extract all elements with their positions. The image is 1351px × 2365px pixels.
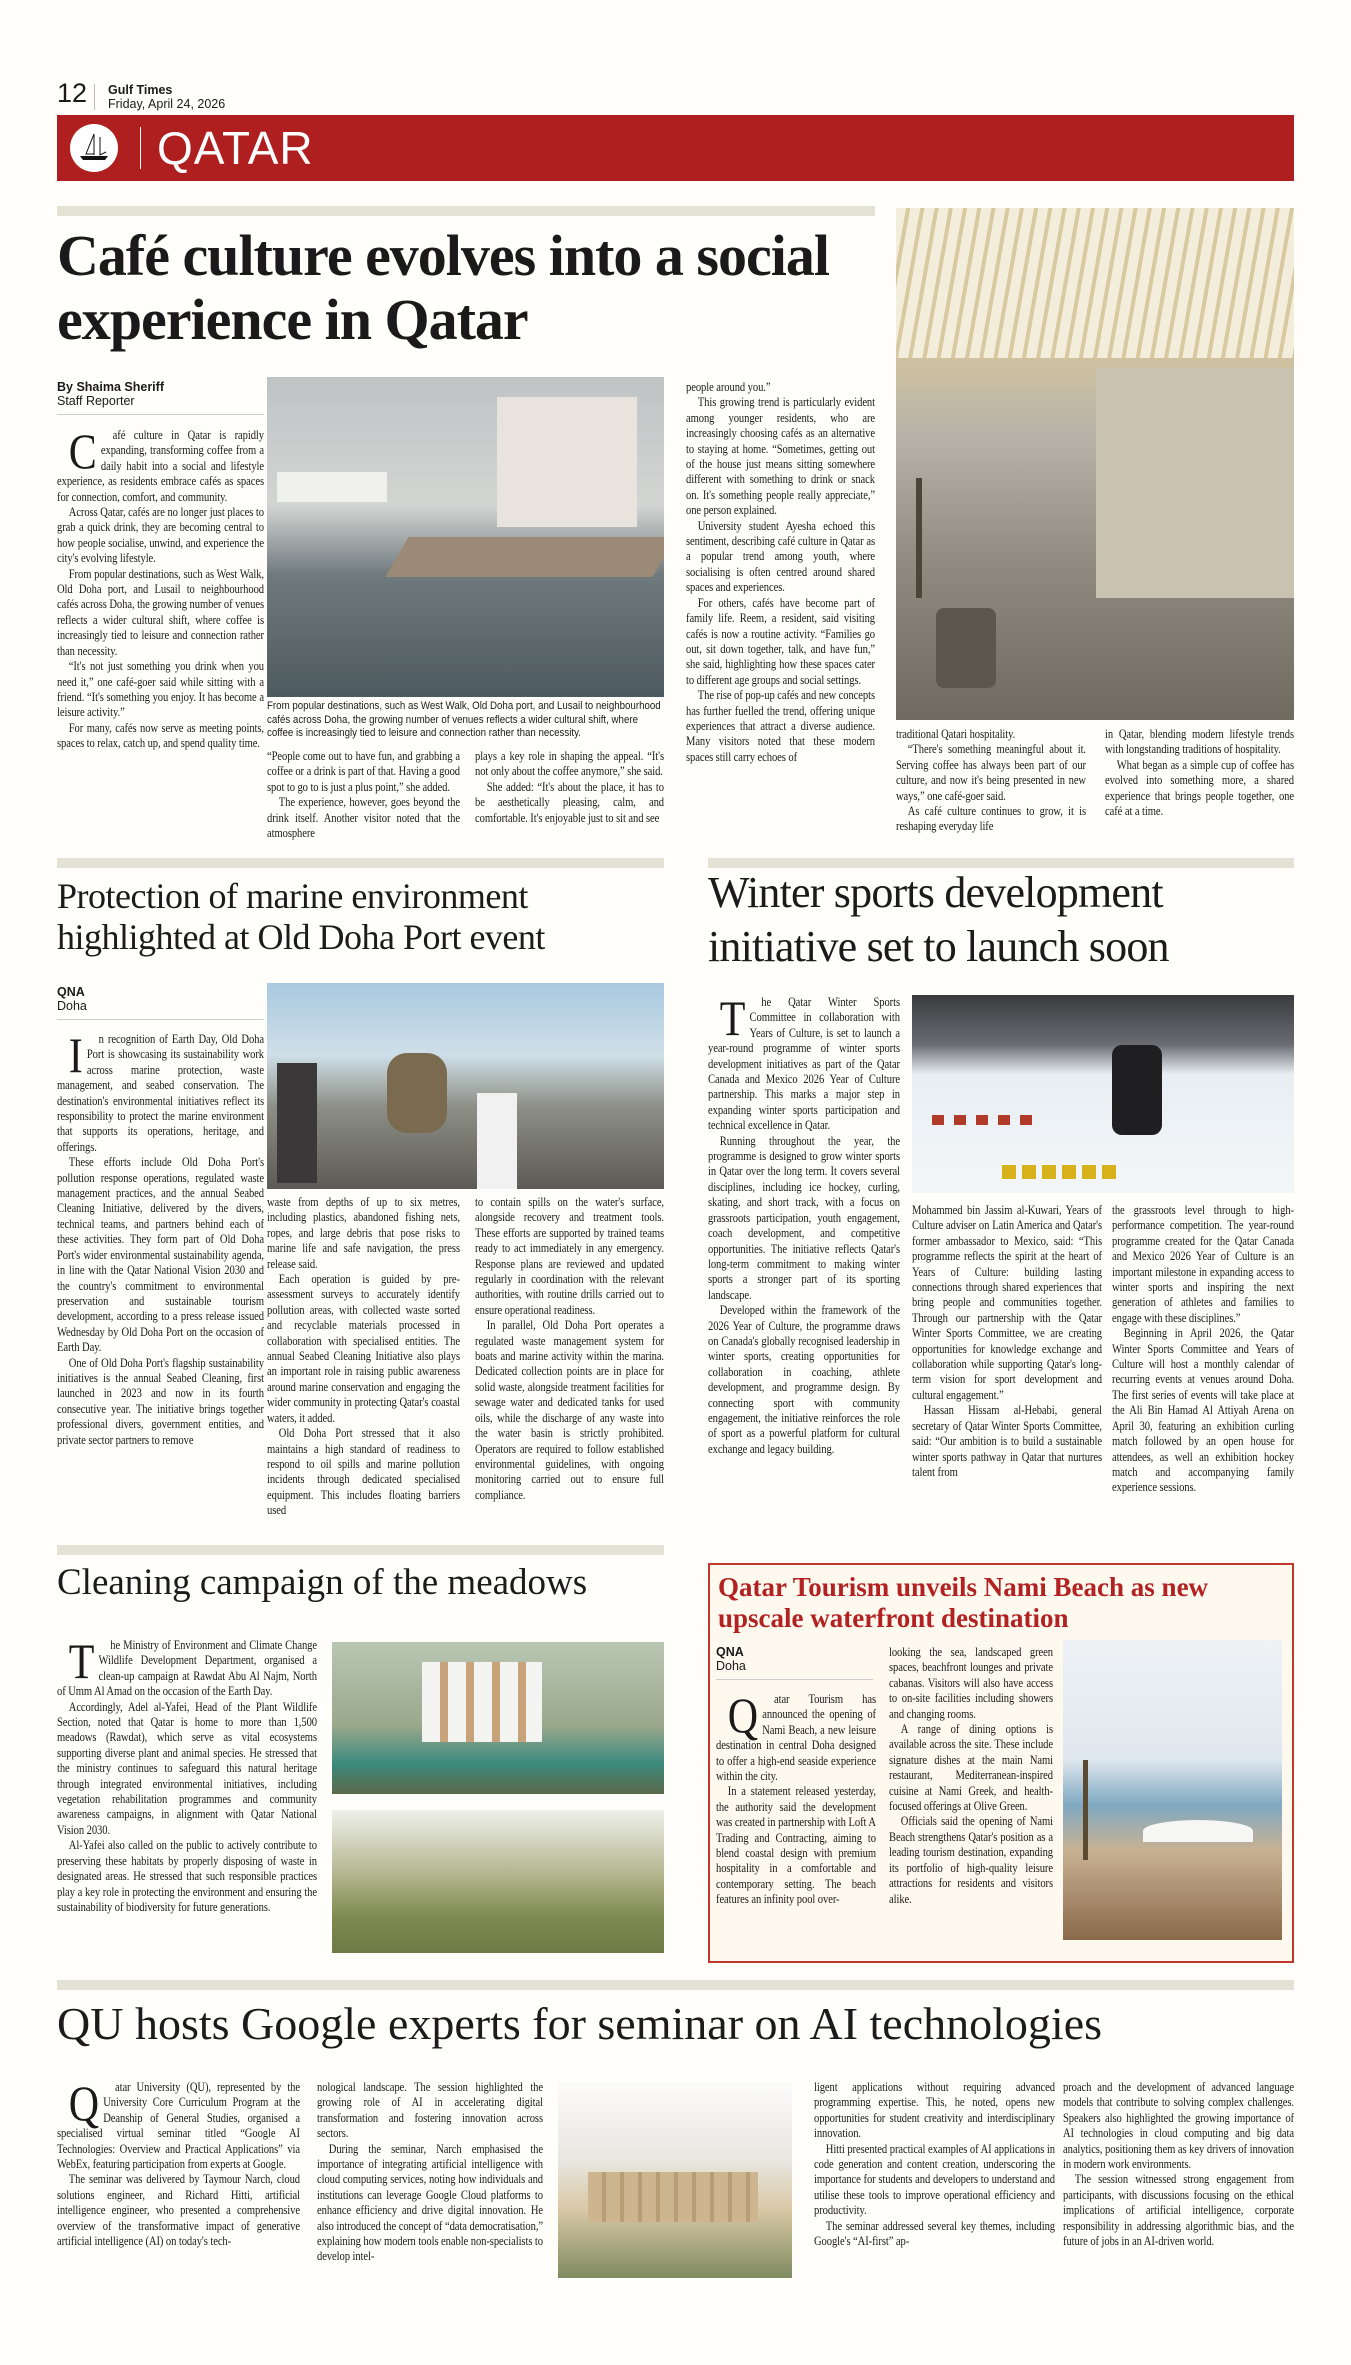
old-doha-port-photo xyxy=(267,377,664,697)
headline: Qatar Tourism unveils Nami Beach as new upscale waterfront destination xyxy=(718,1572,1209,1633)
article-column xyxy=(686,380,875,765)
paragraph: In recognition of Earth Day, Old Doha Port is showcasing its sustainability work across marine protection, waste management, and seabed conservation. The destination's environmental initiatives reflect its responsibility to protect the marine environment that supports its operations, heritage, and offerings. xyxy=(57,1027,264,1154)
column-text xyxy=(1063,2080,1294,2249)
column-text xyxy=(57,423,264,752)
port-event-photo xyxy=(267,983,664,1189)
paragraph: The rise of pop-up cafés and new concepts has further fuelled the trend, offering unique experiences that attract a diverse audience. Many visitors noted that these modern spaces still carry echoes of xyxy=(686,688,875,764)
paragraph: people around you.” xyxy=(686,380,771,394)
column-text xyxy=(317,2080,543,2265)
paragraph: Al-Yafei also called on the public to actively contribute to preserving these habitats by properly disposing of waste in designated areas. He stressed that such responsible practices play a key role in protecting the environment and ensuring the sustainability of biodiversity for future generations. xyxy=(57,1838,317,1914)
byline xyxy=(57,985,264,1020)
paragraph: For others, cafés have become part of family life. Reem, a resident, said visiting cafés is now a routine activity. “Families go out, sit down together, talk, and have fun,” she said, highlighting how these spaces cater to different age groups and social settings. xyxy=(686,595,875,687)
paper-name: Gulf Times xyxy=(108,83,173,97)
paragraph: Old Doha Port stressed that it also maintains a high standard of readiness to respond to oil spills and marine pollution incidents through dedicated specialised equipment. This includes floating barriers used xyxy=(267,1426,460,1518)
article-column xyxy=(708,990,900,1457)
article-column xyxy=(912,1203,1102,1480)
paragraph: Café culture in Qatar is rapidly expanding, transforming coffee from a daily habit into a social and lifestyle experience, as residents embrace cafés as spaces for connection, comfort, and community. xyxy=(57,423,264,504)
byline xyxy=(716,1645,873,1680)
article-column xyxy=(267,1195,460,1519)
column-text xyxy=(267,1195,460,1519)
byline xyxy=(57,380,264,415)
paragraph: Hitti presented practical examples of AI applications in code generation and content creation, underscoring the importance for students and developers to understand and utilise these tools to improve operational efficiency and productivity. xyxy=(814,2141,1055,2218)
cafe-terrace-photo xyxy=(896,208,1294,720)
headline: QU hosts Google experts for seminar on AI technologies xyxy=(57,1998,1103,2049)
headline: Protection of marine environment highlighted at Old Doha Port event xyxy=(57,876,545,958)
paragraph: This growing trend is particularly evident among younger residents, who are increasingly choosing cafés as an alternative to staying at home. “Sometimes, getting out of the house just means sitting somewhere different with something to drink or snack on. It's something people really appreciate,” one person explained. xyxy=(686,395,875,518)
paragraph: The seminar was delivered by Taymour Narch, cloud solutions engineer, and Richard Hitti, artificial intelligence engineer, who presented a comprehensive overview of the transformative impact of generative artificial intelligence (AI) on today's tech- xyxy=(57,2172,300,2249)
photo-caption: From popular destinations, such as West Walk, Old Doha port, and Lusail to neighbourhood cafés across Doha, the growing number of venues reflects a wider cultural shift, where coffee is increasingly tied to leisure and connection rather than necessity. xyxy=(267,700,661,740)
article-column xyxy=(716,1687,876,1908)
paragraph: Mohammed bin Jassim al-Kuwari, Years of Culture adviser on Latin America and Qatar's former ambassador to Mexico, said: “This programme reflects the spirit at the heart of Years of Culture: building lasting connections through shared experiences that bring people and communities together. Through our partnership with the Qatar Winter Sports Committee, we are creating opportunities for knowledge exchange and collaboration while supporting Qatar's long-term vision for sport development and cultural engagement.” xyxy=(912,1203,1102,1402)
qatar-university-photo xyxy=(558,2082,792,2278)
column-text xyxy=(475,749,664,826)
column-text xyxy=(896,727,1086,835)
paragraph: What began as a simple cup of coffee has evolved into something more, a shared experience that brings people together, one café at a time. xyxy=(1105,757,1294,819)
article-column xyxy=(1105,727,1294,819)
article-column xyxy=(896,727,1086,835)
author: By Shaima Sheriff xyxy=(57,380,164,394)
column-text xyxy=(1105,727,1294,819)
paragraph: to contain spills on the water's surface, alongside recovery and treatment tools. These efforts are supported by trained teams ready to act immediately in any emergency. Response plans are reviewed and updated regularly in coordination with the relevant authorities, with routine drills carried out to ensure operational readiness. xyxy=(475,1195,664,1317)
curling-photo xyxy=(912,995,1294,1193)
paragraph: From popular destinations, such as West Walk, Old Doha port, and Lusail to neighbourhood cafés across Doha, the growing number of venues reflects a wider cultural shift, where coffee is increasingly tied to leisure and connection rather than necessity. xyxy=(57,566,264,658)
cleanup-team-photo xyxy=(332,1642,664,1794)
section-rule xyxy=(57,206,875,216)
column-text xyxy=(708,990,900,1457)
author-role: Doha xyxy=(716,1659,746,1673)
paragraph: Hassan Hissam al-Hebabi, general secretary of Qatar Winter Sports Committee, said: “Our ambition is to build a sustainable winter sports pathway in Qatar that nurtures talent from xyxy=(912,1403,1102,1479)
article-column xyxy=(1063,2080,1294,2249)
paragraph: Developed within the framework of the 2026 Year of Culture, the programme draws on Canada's globally recognised leadership in winter sports, creating opportunities for collaboration in coaching, athlete development, and programme design. By connecting sport with community engagement, the initiative reinforces the role of sport as a powerful platform for cultural exchange and legacy building. xyxy=(708,1303,900,1456)
paragraph: The session witnessed strong engagement from participants, with discussions focusing on the ethical implications of artificial intelligence, corporate responsibility in addressing algorithmic bias, and the future of jobs in an AI-driven world. xyxy=(1063,2172,1294,2249)
paragraph: in Qatar, blending modern lifestyle trends with longstanding traditions of hospitality. xyxy=(1105,727,1294,757)
article-column xyxy=(475,1195,664,1503)
section-banner xyxy=(57,115,1294,181)
article-column xyxy=(814,2080,1055,2249)
paragraph: “There's something meaningful about it. Serving coffee has always been part of our culture, and now it's being presented in new ways,” one café-goer said. xyxy=(896,742,1086,803)
divider xyxy=(140,127,141,169)
column-text xyxy=(1112,1203,1294,1496)
paragraph: proach and the development of advanced language models that contribute to solving complex challenges. Speakers also highlighted the growing importance of AI technologies in cloud computing and big data analytics, positioning them as key drivers of innovation in modern work environments. xyxy=(1063,2080,1294,2172)
author: QNA xyxy=(57,985,85,999)
paragraph: traditional Qatari hospitality. xyxy=(896,727,1016,741)
headline: Winter sports development initiative set to launch soon xyxy=(708,868,1169,971)
dhow-logo-icon xyxy=(70,124,118,172)
meadow-photo xyxy=(332,1810,664,1953)
paragraph: For many, cafés now serve as meeting points, spaces to relax, catch up, and spend quality time. xyxy=(57,720,264,751)
paragraph: During the seminar, Narch emphasised the importance of integrating artificial intelligence with cloud computing services, noting how individuals and institutions can leverage Google Cloud platforms to enhance efficiency and drive digital innovation. He also introduced the concept of “data democratisation,” explaining how modern tools enable non-specialists to develop intel- xyxy=(317,2141,543,2264)
paragraph: She added: “It's about the place, it has to be aesthetically pleasing, calm, and comfortable. It's enjoyable just to sit and see xyxy=(475,779,664,825)
paragraph: Accordingly, Adel al-Yafei, Head of the Plant Wildlife Section, noted that Qatar is home to more than 1,500 meadows (Rawdat), which serve as vital ecosystems supporting diverse plant and animal species. He stressed that the ministry continues to safeguard this natural heritage through integrated environmental initiatives, including vegetation rehabilitation programmes and community awareness campaigns, in alignment with Qatar National Vision 2030. xyxy=(57,1699,317,1837)
author: QNA xyxy=(716,1645,744,1659)
article-column xyxy=(317,2080,543,2265)
nami-beach-photo xyxy=(1063,1640,1282,1940)
section-rule xyxy=(57,1980,1294,1990)
column-text xyxy=(686,380,875,765)
paragraph: Running throughout the year, the programme is designed to grow winter sports in Qatar over the long term. It covers several disciplines, including ice hockey, curling, skating, and short track, with a focus on grassroots participation, youth engagement, coach development, and competitive opportunities. The initiative reflects Qatar's long-term commitment to making winter sports a stronger part of its sporting landscape. xyxy=(708,1133,900,1302)
section-title: QATAR xyxy=(157,122,314,174)
divider xyxy=(94,84,95,110)
headline: Café culture evolves into a social experience in Qatar xyxy=(57,223,829,352)
column-text xyxy=(57,1633,317,1915)
column-text xyxy=(814,2080,1055,2249)
headline: Cleaning campaign of the meadows xyxy=(57,1562,588,1603)
paragraph: These efforts include Old Doha Port's pollution response operations, regulated waste management practices, and the annual Seabed Cleaning Initiative, delivered by the divers, technical teams, and partners behind each of these activities. They form part of Old Doha Port's wider environmental sustainability agenda, in line with the Qatar National Vision 2030 and the country's commitment to environmental preservation and sustainable tourism development, according to a press release issued Wednesday by Old Doha Port on the occasion of Earth Day. xyxy=(57,1155,264,1355)
paragraph: In a statement released yesterday, the authority said the development was created in partnership with Loft A Trading and Contracting, aiming to blend coastal design with premium hospitality in a comfortable and contemporary setting. The beach features an infinity pool over- xyxy=(716,1784,876,1907)
author-role: Doha xyxy=(57,999,87,1013)
paragraph: The experience, however, goes beyond the drink itself. Another visitor noted that the atmosphere xyxy=(267,795,460,841)
author-role: Staff Reporter xyxy=(57,394,135,408)
paragraph: “People come out to have fun, and grabbing a coffee or a drink is part of that. Having a good spot to go to is just a plus point,” she added. xyxy=(267,749,460,794)
column-text xyxy=(57,2075,300,2249)
paragraph: One of Old Doha Port's flagship sustainability initiatives is the annual Seabed Cleaning, first launched in 2023 and now in its fourth consecutive year. The initiative brings together professional divers, government entities, and private sector partners to remove xyxy=(57,1355,264,1447)
article-column xyxy=(57,1027,264,1448)
paragraph: Qatar Tourism has announced the opening of Nami Beach, a new leisure destination in central Doha designed to offer a high-end seaside experience within the city. xyxy=(716,1687,876,1784)
article-column xyxy=(267,749,460,841)
paragraph: The seminar addressed several key themes, including Google's “AI-first” ap- xyxy=(814,2218,1055,2249)
paragraph: Beginning in April 2026, the Qatar Winter Sports Committee and Years of Culture will host a monthly calendar of recurring events at venues around Doha. The first series of events will take place at the Ali Bin Hamad Al Attiyah Arena on April 30, featuring an exhibition curling match followed by an open house for attendees, as well an exhibition hockey match and accompanying family experience sessions. xyxy=(1112,1326,1294,1495)
paragraph: “It's not just something you drink when you need it,” one café-goer said while sitting with a friend. “It's something you enjoy. It has become a leisure activity.” xyxy=(57,659,264,720)
paragraph: Qatar University (QU), represented by the University Core Curriculum Program at the Deanship of General Studies, organised a specialised virtual seminar titled “Google AI Technologies: Overview and Practical Applications” via WebEx, featuring participation from experts at Google. xyxy=(57,2075,300,2172)
paragraph: nological landscape. The session highlighted the growing role of AI in accelerating digital transformation and fostering innovation across sectors. xyxy=(317,2080,543,2141)
section-rule xyxy=(57,1545,664,1555)
photo-caption-box xyxy=(267,700,664,741)
paragraph: University student Ayesha echoed this sentiment, describing café culture in Qatar as a popular trend among youth, where socialising is often centred around shared spaces and experiences. xyxy=(686,518,875,595)
paragraph: A range of dining options is available across the site. These include signature dishes at the main Nami restaurant, Mediterranean-inspired cuisine at Nami Greek, and health-focused offerings at Olive Green. xyxy=(889,1722,1053,1814)
article-column xyxy=(1112,1203,1294,1496)
issue-date: Friday, April 24, 2026 xyxy=(108,97,226,111)
paragraph: ligent applications without requiring advanced programming expertise. This, he noted, opens new opportunities for student creativity and interdisciplinary innovation. xyxy=(814,2080,1055,2141)
paragraph: The Qatar Winter Sports Committee in collaboration with Years of Culture, is set to launch a year-round programme of winter sports development initiatives as part of the Qatar Canada and Mexico 2026 Year of Culture partnership. This marks a major step in expanding winter sports participation and technical excellence in Qatar. xyxy=(708,990,900,1133)
column-text xyxy=(716,1687,876,1908)
section-rule xyxy=(57,858,664,868)
paragraph: looking the sea, landscaped green spaces, beachfront lounges and private cabanas. Visitors will also have access to on-site facilities including showers and changing rooms. xyxy=(889,1645,1053,1721)
column-text xyxy=(475,1195,664,1503)
paragraph: In parallel, Old Doha Port operates a regulated waste management system for boats and marine activity within the marina. Dedicated collection points are in place for solid waste, alongside treatment facilities for sewage water and dedicated tanks for used oils, while the discharge of any waste into the water basin is strictly prohibited. Operators are required to follow established environmental guidelines, with ongoing monitoring carried out to ensure full compliance. xyxy=(475,1318,664,1502)
paragraph: waste from depths of up to six metres, including plastics, abandoned fishing nets, ropes, and large debris that pose risks to marine life and safe navigation, the press release said. xyxy=(267,1195,460,1271)
paragraph: As café culture continues to grow, it is reshaping everyday life xyxy=(896,804,1086,834)
column-text xyxy=(57,1027,264,1448)
article-column xyxy=(57,2075,300,2249)
paragraph: Each operation is guided by pre-assessment surveys to accurately identify pollution areas, with collected waste sorted and recyclable materials processed in collaboration with specialised entities. The annual Seabed Cleaning Initiative also plays an important role in raising public awareness around marine conservation and engaging the wider community in protecting Qatar's coastal waters, it added. xyxy=(267,1272,460,1425)
article-column xyxy=(475,749,664,826)
column-text xyxy=(267,749,460,841)
column-text xyxy=(912,1203,1102,1480)
paragraph: Across Qatar, cafés are no longer just places to grab a quick drink, they are becoming central to how people socialise, unwind, and experience the city's evolving lifestyle. xyxy=(57,505,264,566)
paragraph: Officials said the opening of Nami Beach strengthens Qatar's position as a leading tourism destination, expanding its portfolio of high-quality leisure attractions for residents and visitors alike. xyxy=(889,1814,1053,1906)
paragraph: plays a key role in shaping the appeal. “It's not only about the coffee anymore,” she said. xyxy=(475,749,664,779)
paragraph: the grassroots level through to high-performance competition. The year-round programme created for the Qatar Canada and Mexico 2026 Year of Culture is an important milestone in expanding access to winter sports and inspiring the next generation of athletes and families to engage with these disciplines.” xyxy=(1112,1203,1294,1325)
page-number: 12 xyxy=(57,78,88,108)
article-column xyxy=(57,423,264,752)
article-column xyxy=(889,1645,1053,1907)
column-text xyxy=(889,1645,1053,1907)
paragraph: The Ministry of Environment and Climate Change Wildlife Development Department, organised a clean-up campaign at Rawdat Abu Al Najm, North of Umm Al Amad on the occasion of the Earth Day. xyxy=(57,1633,317,1699)
article-column xyxy=(57,1633,317,1915)
